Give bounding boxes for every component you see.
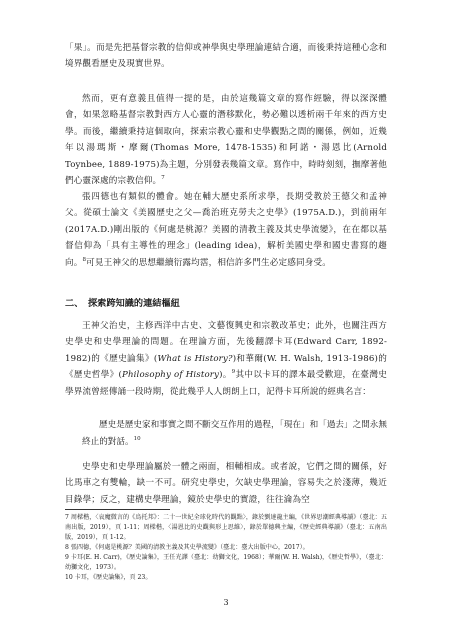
block-quote: 歷史是歷史家和事實之間不斷交互作用的過程，「現在」和「過去」之間永無終止的對話。$^{10}$: [82, 420, 387, 447]
footnote-ref-10[interactable]: 10: [133, 436, 141, 443]
footnote-7: 7 周樑楷，〈哀魔微言的《烏托邦》：二十一世紀全球化時代的觀點〉，錄於劉達龍主編，《世界思潮經典導讀》（臺北：五南出版，2019），頁 1-11；周樑楷，〈湯恩比的史觀與形上思維〉，錄於單德興主編，《歷史經典導讀》（臺北：五南出版，2019），頁 1-12。: [65, 514, 387, 541]
body-paragraph-4: 王神父治史，主修西洋中古史、文藝復興史和宗教改革史；此外，也關注西方史學史和史學理論的問題。在理論方面，先後翻譯卡耳(Edward Carr, 1892-1982)的《歷史論集》(What is History?)和華爾(W. H. Walsh, 1913-1986)的《歷史哲學》(Philosophy of History)。$^9$其中以卡耳的譯本最受歡迎，在臺灣史學界流曾經傳誦一段時期，從此幾乎人人朗朗上口，記得卡耳所說的經典名言：: [65, 321, 387, 397]
footnote-ref-7[interactable]: 7: [161, 175, 165, 182]
body-paragraph-1: 「果」。而是先把基督宗教的信仰或神學與史學理論連結合適，而後秉持這種心念和境界觀看歷史及現實世界。: [65, 43, 387, 70]
footnote-8: 8 張四德，《何處是桃源？美國的清教主義及其史學流變》（臺北：臺大出版中心，2017）。: [65, 544, 309, 551]
footnote-ref-8[interactable]: 8: [82, 256, 87, 263]
body-paragraph-5: 史學史和史學理論屬於一體之兩面，相輔相成。或者說，它們之間的關係，好比馬車之有雙輪，缺一不可。研究史學史，欠缺史學理論，容易失之於淺薄，幾近目錄學；反之，建構史學理論，鏡於史學史的實證，往往淪為空: [65, 462, 387, 505]
body-paragraph-3: 張四德也有類似的體會。她在輔大歷史系所求學，長期受教於王德父和孟神父。從碩士論文《美國歷史之父—喬治班克勞夫之史學》(1975A.D.)，到前兩年(2017A.D.)剛出版的《何處是桃源？美國的清教主義及其史學流變》，在在都以基督信仰為「具有主導性的理念」(leading idea)，解析美國史學和國史書寫的趨向。$^8$可見王神父的思想繼續衍露均霑，相信許多門生必定感同身受。: [65, 192, 387, 268]
footnote-10: 10 卡耳，《歷史論集》，頁 23。: [65, 574, 152, 581]
footnote-divider: [65, 509, 170, 510]
section-heading: 二、 探索跨知識的連結樞紐: [65, 298, 180, 309]
footnote-ref-9[interactable]: 9: [231, 369, 236, 376]
footnote-9: 9 卡耳(E. H. Carr)，《歷史論集》，王任光譯（臺北：幼獅文化，1968）；華爾(W. H. Walsh)，《歷史哲學》，（臺北：幼獅文化，1973）。: [65, 554, 387, 571]
book-title-italic: Philosophy of History: [122, 370, 220, 381]
book-title-italic: What is History?: [157, 353, 233, 364]
page-number: 3: [223, 598, 229, 607]
body-paragraph-2: 然而，更有意義且值得一提的是，由於這幾篇文章的寫作經驗，得以深深體會，如果忽略基督宗教對西方人心靈的潛移默化，勢必難以透析兩千年來的西方史學。而後，繼續秉持這個取向，探索宗教心靈和史學觀點之間的關係，例如，近幾年以湯瑪斯・摩爾(Thomas More, 1478-1535)和阿諾・湯恩比(Arnold Toynbee, 1889-1975)為主題，分別發表幾篇文章。寫作中，時時刻刻，撫摩著他們心靈深處的宗教信仰。$^7$: [65, 94, 387, 187]
